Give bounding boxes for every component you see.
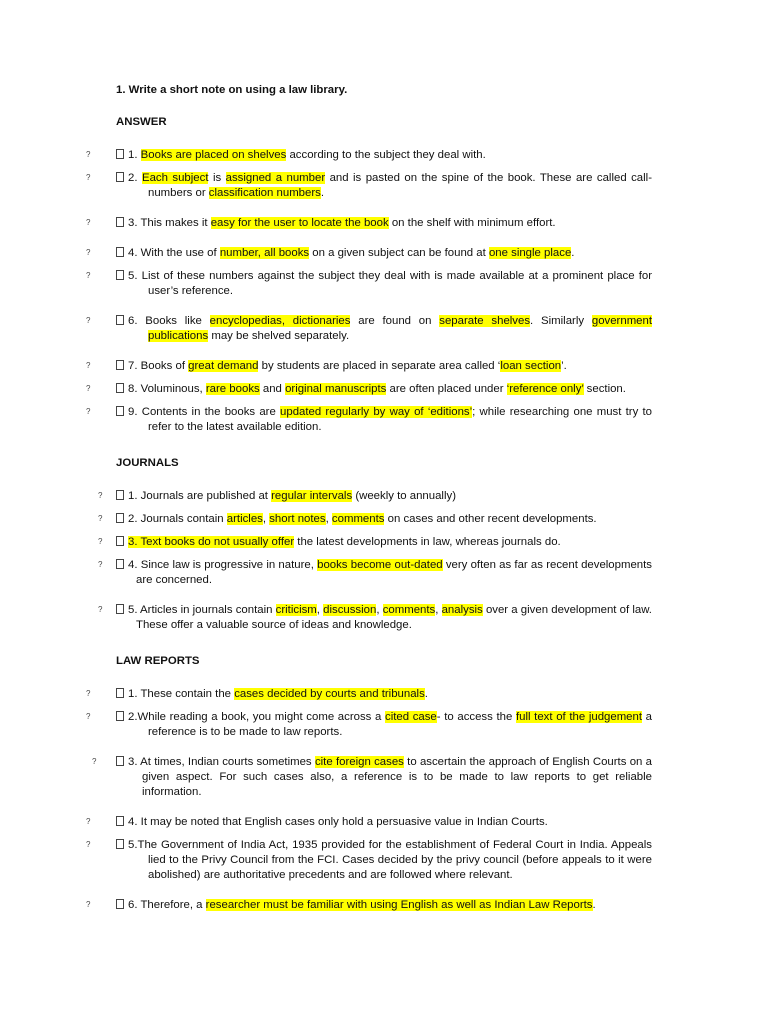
item-text: ,: [316, 604, 324, 616]
item-text: 5. List of these numbers against the subject they deal with is made available at a prominent place for user’s reference.: [128, 270, 652, 297]
item-text: on a given subject can be found at: [309, 247, 489, 259]
item-text: 6. Therefore, a: [128, 899, 206, 911]
missing-glyph-bullet-icon: [116, 839, 124, 849]
highlighted-text: encyclopedias, dictionaries: [209, 315, 351, 327]
list-item: [116, 535, 652, 550]
item-text: ,: [325, 513, 332, 525]
highlighted-text: criticism: [275, 604, 317, 616]
list-item: [116, 216, 652, 231]
list-item: [116, 687, 652, 702]
missing-glyph-bullet-icon: [116, 247, 124, 257]
item-text: 4. Since law is progressive in nature,: [128, 559, 318, 571]
highlighted-text: cited case: [385, 711, 437, 723]
list-item: [116, 382, 652, 397]
document-page: [116, 84, 652, 921]
item-text: are often placed under: [386, 383, 507, 395]
item-text: . Similarly: [530, 315, 592, 327]
highlighted-text: short notes: [269, 513, 326, 525]
missing-glyph-bullet-icon: [116, 816, 124, 826]
answer-heading: ANSWER: [116, 116, 167, 128]
item-text: ,: [262, 513, 270, 525]
item-text: very often as far as recent developments are concerned.: [136, 559, 652, 586]
item-text: 1. These contain the: [128, 688, 235, 700]
item-text: section.: [583, 383, 626, 395]
missing-glyph-bullet-icon: [116, 604, 124, 614]
item-text: 3. This makes it: [128, 217, 211, 229]
item-text: 2.While reading a book, you might come across a: [128, 711, 385, 723]
answer-list: [116, 148, 652, 435]
highlighted-text: great demand: [188, 360, 259, 372]
missing-glyph-bullet-icon: [116, 217, 124, 227]
item-text: ’.: [561, 360, 567, 372]
highlighted-text: articles: [226, 513, 263, 525]
item-text: on the shelf with minimum effort.: [388, 217, 556, 229]
highlighted-text: cases decided by courts and tribunals: [234, 688, 425, 700]
highlighted-text: classification numbers: [208, 187, 321, 199]
list-item: [116, 512, 652, 527]
list-item: [116, 603, 652, 633]
highlighted-text: number, all books: [219, 247, 310, 259]
item-text: - to access the: [436, 711, 516, 723]
item-text: 6. Books like: [128, 315, 210, 327]
item-text: on cases and other recent developments.: [384, 513, 597, 525]
missing-glyph-bullet-icon: [116, 688, 124, 698]
highlighted-text: loan section: [500, 360, 562, 372]
journals-heading: JOURNALS: [116, 457, 179, 469]
item-text: .: [424, 688, 428, 700]
item-text: 2.: [128, 172, 142, 184]
highlighted-text: full text of the judgement: [515, 711, 643, 723]
item-text: 1. Journals are published at: [128, 490, 272, 502]
list-item: [116, 838, 652, 883]
highlighted-text: rare books: [205, 383, 260, 395]
highlighted-text: 3. Text books do not usually offer: [128, 536, 295, 548]
highlighted-text: comments: [382, 604, 436, 616]
missing-glyph-bullet-icon: [116, 172, 124, 182]
list-item: [116, 246, 652, 261]
list-item: [116, 269, 652, 299]
item-text: 5. Articles in journals contain: [128, 604, 276, 616]
highlighted-text: comments: [331, 513, 385, 525]
highlighted-text: analysis: [441, 604, 483, 616]
item-text: a reference is to be made to law reports.: [148, 711, 653, 738]
item-text: .: [571, 247, 575, 259]
item-text: 3. At times, Indian courts sometimes: [128, 756, 315, 768]
missing-glyph-bullet-icon: [116, 149, 124, 159]
list-item: [116, 815, 652, 830]
law-reports-heading: LAW REPORTS: [116, 655, 200, 667]
highlighted-text: original manuscripts: [285, 383, 387, 395]
item-text: (weekly to annually): [352, 490, 456, 502]
item-text: 9. Contents in the books are: [128, 406, 281, 418]
item-text: .: [320, 187, 325, 199]
item-text: 4. It may be noted that English cases only hold a persuasive value in Indian Courts.: [128, 816, 548, 828]
item-text: and: [259, 383, 286, 395]
item-text: 2. Journals contain: [128, 513, 227, 525]
item-text: are found on: [350, 315, 440, 327]
list-item: [116, 710, 652, 740]
missing-glyph-bullet-icon: [116, 490, 124, 500]
item-text: and is pasted on the spine of the book. These are called call-numbers or: [148, 172, 652, 199]
missing-glyph-bullet-icon: [116, 899, 124, 909]
list-item: [116, 314, 652, 344]
item-text: 7. Books of: [128, 360, 189, 372]
item-text: over a given development of law. These offer a valuable source of ideas and knowledge.: [136, 604, 652, 631]
journals-list: [116, 489, 652, 633]
highlighted-text: researcher must be familiar with using English as well as Indian Law Reports: [205, 899, 593, 911]
item-text: 4. With the use of: [128, 247, 220, 259]
missing-glyph-bullet-icon: [116, 406, 124, 416]
missing-glyph-bullet-icon: [116, 756, 124, 766]
missing-glyph-bullet-icon: [116, 383, 124, 393]
missing-glyph-bullet-icon: [116, 536, 124, 546]
item-text: ,: [435, 604, 442, 616]
highlighted-text: separate shelves: [439, 315, 531, 327]
item-text: .: [592, 899, 596, 911]
missing-glyph-bullet-icon: [116, 513, 124, 523]
highlighted-text: easy for the user to locate the book: [210, 217, 389, 229]
item-text: ,: [376, 604, 383, 616]
item-text: to ascertain the approach of English Courts on a given aspect. For such cases also, a reference is to be made to law reports to get reliable information.: [142, 756, 653, 798]
highlighted-text: cite foreign cases: [314, 756, 404, 768]
missing-glyph-bullet-icon: [116, 270, 124, 280]
highlighted-text: regular intervals: [271, 490, 353, 502]
item-text: by students are placed in separate area called ‘: [258, 360, 501, 372]
item-text: 5.The Government of India Act, 1935 provided for the establishment of Federal Court in India. Appeals lied to the Privy Council from the FCI. Cases decided by the privy council (before appeals to it were abolished) are authoritative precedents and are followed where relevant.: [128, 839, 652, 881]
item-text: according to the subject they deal with.: [286, 149, 486, 161]
list-item: [116, 489, 652, 504]
question-title: 1. Write a short note on using a law library.: [116, 84, 348, 96]
item-text: may be shelved separately.: [208, 330, 350, 342]
highlighted-text: updated regularly by way of ‘editions’: [280, 406, 473, 418]
highlighted-text: one single place: [488, 247, 572, 259]
law-reports-list: [116, 687, 652, 913]
highlighted-text: government publications: [148, 315, 653, 342]
item-text: ; while researching one must try to refer to the latest available edition.: [148, 406, 653, 433]
highlighted-text: ‘reference only’: [506, 383, 584, 395]
missing-glyph-bullet-icon: [116, 711, 124, 721]
missing-glyph-bullet-icon: [116, 559, 124, 569]
list-item: [116, 359, 652, 374]
list-item: [116, 898, 652, 913]
missing-glyph-bullet-icon: [116, 360, 124, 370]
highlighted-text: assigned a number: [225, 172, 326, 184]
item-text: 1.: [128, 149, 141, 161]
item-text: the latest developments in law, whereas journals do.: [294, 536, 561, 548]
highlighted-text: books become out-dated: [317, 559, 443, 571]
list-item: [116, 755, 652, 800]
list-item: [116, 148, 652, 163]
list-item: [116, 405, 652, 435]
highlighted-text: Books are placed on shelves: [140, 149, 287, 161]
list-item: [116, 171, 652, 201]
missing-glyph-bullet-icon: [116, 315, 124, 325]
highlighted-text: Each subject: [141, 172, 209, 184]
list-item: [116, 558, 652, 588]
highlighted-text: discussion: [323, 604, 377, 616]
item-text: 8. Voluminous,: [128, 383, 206, 395]
item-text: is: [208, 172, 226, 184]
